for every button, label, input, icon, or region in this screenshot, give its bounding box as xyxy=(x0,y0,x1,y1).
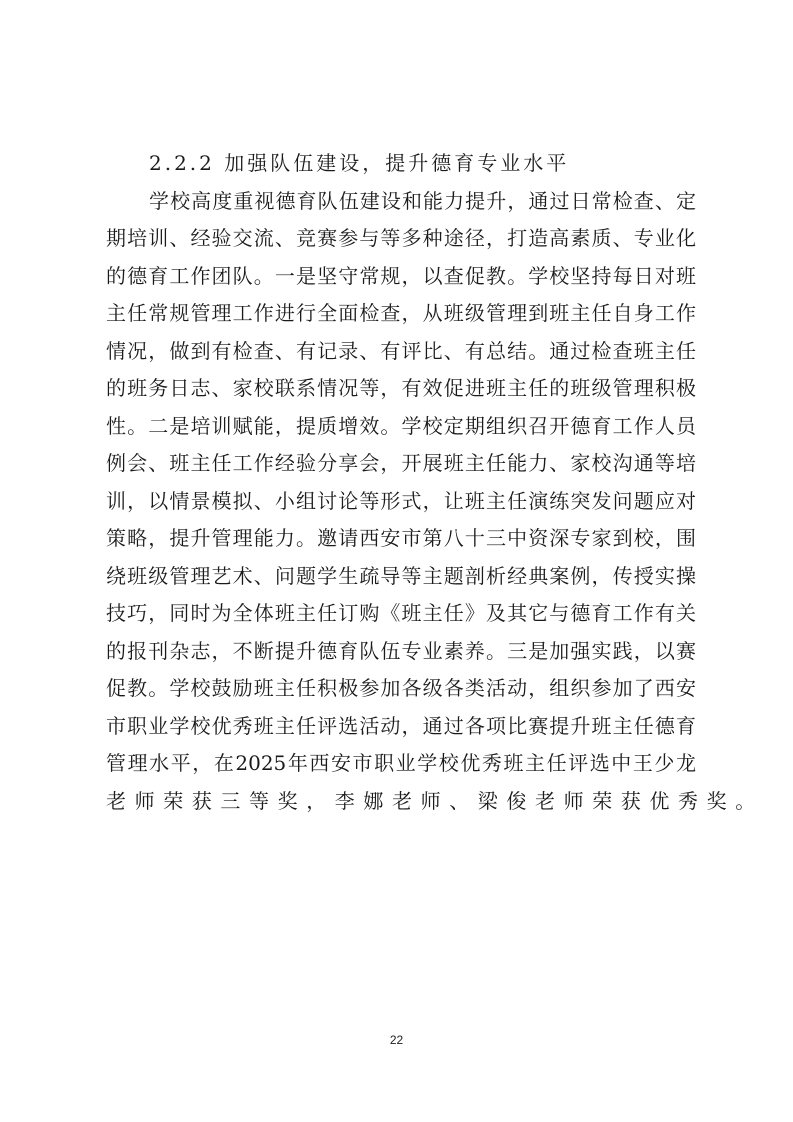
paragraph-line: 期 培 训 、 经 验 交 流 、 竞 赛 参 与 等 多 种 途 径 ， 打 造 高 素 质 、 专 业 化 xyxy=(106,226,696,250)
paragraph-line-last: 老师荣获三等奖，李娜老师、梁俊老师荣获优秀奖。 xyxy=(106,788,764,813)
paragraph-line: 情 况 ， 做 到 有 检 查 、 有 记 录 、 有 评 比 、 有 总 结 。 通 过 检 查 班 主 任 xyxy=(106,338,696,363)
paragraph-line: 例 会 、 班 主 任 工 作 经 验 分 享 会 ， 开 展 班 主 任 能 力 、 家 校 沟 通 等 培 xyxy=(106,451,696,475)
paragraph-line: 的 班 务 日 志 、 家 校 联 系 情 况 等 ， 有 效 促 进 班 主 任 的 班 级 管 理 积 极 xyxy=(106,376,696,400)
paragraph-line: 主 任 常 规 管 理 工 作 进 行 全 面 检 查 ， 从 班 级 管 理 到 班 主 任 自 身 工 作 xyxy=(106,301,696,325)
paragraph-line: 学 校 高 度 重 视 德 育 队 伍 建 设 和 能 力 提 升 ， 通 过 日 常 检 查 、 定 xyxy=(149,188,696,213)
paragraph-line: 绕 班 级 管 理 艺 术 、 问 题 学 生 疏 导 等 主 题 剖 析 经 典 案 例 ， 传 授 实 操 xyxy=(106,563,696,588)
section-heading: 2.2.2 加强队伍建设，提升德育专业水平 xyxy=(149,151,570,175)
page-number: 22 xyxy=(389,1033,404,1047)
paragraph-line: 技 巧 ， 同 时 为 全 体 班 主 任 订 购 《 班 主 任 》 及 其 它 与 德 育 工 作 有 关 xyxy=(106,601,696,625)
paragraph-line: 促 教 。 学 校 鼓 励 班 主 任 积 极 参 加 各 级 各 类 活 动 ， 组 织 参 加 了 西 安 xyxy=(106,676,696,700)
document-body xyxy=(106,145,764,820)
paragraph-line: 的 报 刊 杂 志 ， 不 断 提 升 德 育 队 伍 专 业 素 养 。 三 是 加 强 实 践 ， 以 赛 xyxy=(106,638,696,663)
paragraph-line: 训 ， 以 情 景 模 拟 、 小 组 讨 论 等 形 式 ， 让 班 主 任 演 练 突 发 问 题 应 对 xyxy=(106,488,696,513)
paragraph-line: 的 德 育 工 作 团 队 。 一 是 坚 守 常 规 ， 以 查 促 教 。 学 校 坚 持 每 日 对 班 xyxy=(106,263,696,288)
paragraph-line: 策 略 ， 提 升 管 理 能 力 。 邀 请 西 安 市 第 八 十 三 中 资 深 专 家 到 校 ， 围 xyxy=(106,526,696,550)
paragraph-line: 管 理 水 平 ， 在 2025 年 西 安 市 职 业 学 校 优 秀 班 主 任 评 选 中 王 少 龙 xyxy=(106,751,696,775)
paragraph-line: 市 职 业 学 校 优 秀 班 主 任 评 选 活 动 ， 通 过 各 项 比 赛 提 升 班 主 任 德 育 xyxy=(106,713,696,738)
paragraph-line: 性 。 二 是 培 训 赋 能 ， 提 质 增 效 。 学 校 定 期 组 织 召 开 德 育 工 作 人 员 xyxy=(106,413,696,438)
